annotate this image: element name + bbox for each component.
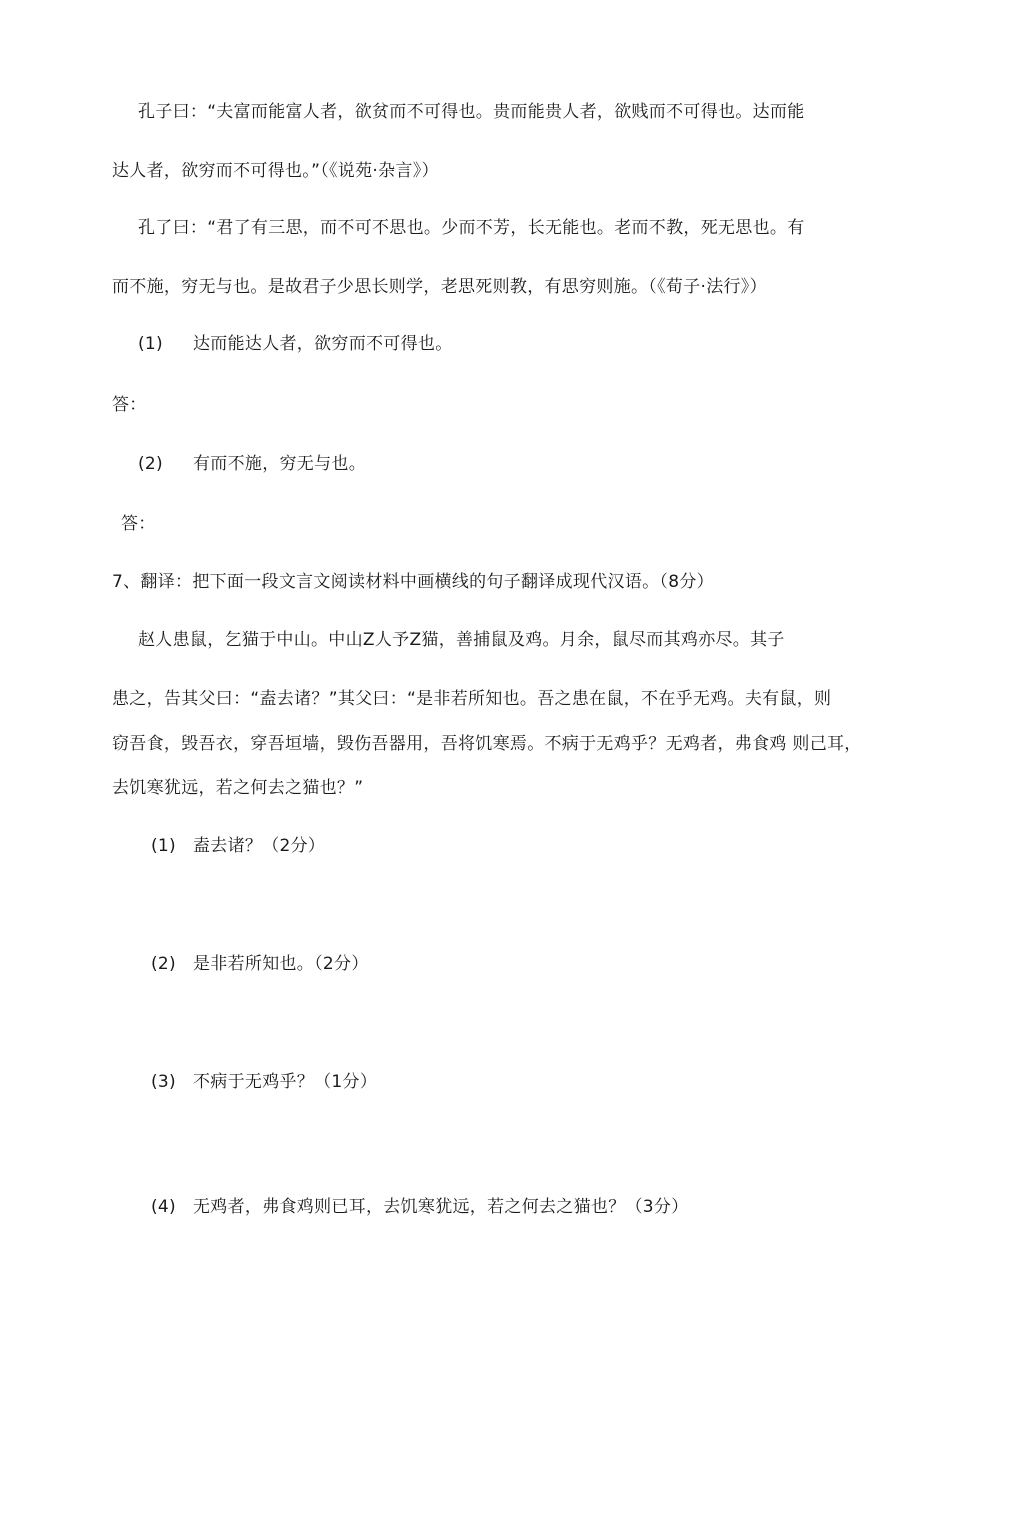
- passage2-line1: 孔了曰：“君了有三思，而不可不思也。少而不芳，长无能也。老而不教，死无思也。有: [138, 218, 805, 238]
- passage-line: 窃吾食，毁吾衣，穿吾垣墙，毁伤吾器用，吾将饥寒焉。不病于无鸡乎？无鸡者，弗食鸡 则己耳，: [112, 734, 862, 754]
- item-number: (2): [151, 954, 176, 974]
- answer-label: 答：: [121, 514, 156, 534]
- passage2-line2: 而不施，穷无与也。是故君子少思长则学，老思死则教，有思穷则施。（《荀子·法行》）: [112, 277, 767, 297]
- question-7-heading: 7、翻译：把下面一段文言文阅读材料中画横线的句子翻译成现代汉语。（8分）: [112, 572, 714, 592]
- passage1-line2: 达人者，欲穷而不可得也。”（《说苑·杂言》）: [112, 161, 439, 181]
- item-text: 盍去诸？（2分）: [193, 836, 326, 856]
- passage-line: 去饥寒犹远，若之何去之猫也？”: [112, 778, 364, 798]
- item-text: 不病于无鸡乎？（1分）: [193, 1072, 378, 1092]
- answer-label: 答：: [112, 395, 147, 415]
- item-text: 达而能达人者，欲穷而不可得也。: [193, 334, 453, 354]
- passage-line: 患之，告其父曰：“盍去诸？”其父曰：“是非若所知也。吾之患在鼠，不在乎无鸡。夫有鼠，则: [112, 689, 832, 709]
- item-text: 是非若所知也。（2分）: [193, 954, 369, 974]
- passage-line: 赵人患鼠，乞猫于中山。中山Z人予Z猫，善捕鼠及鸡。月余，鼠尽而其鸡亦尽。其子: [138, 630, 785, 650]
- item-number: (1): [138, 334, 163, 354]
- item-number: (2): [138, 454, 163, 474]
- item-number: (4): [151, 1197, 176, 1217]
- item-number: (3): [151, 1072, 176, 1092]
- item-number: (1): [151, 836, 176, 856]
- item-text: 无鸡者，弗食鸡则已耳，去饥寒犹远，若之何去之猫也？（3分）: [193, 1197, 689, 1217]
- item-text: 有而不施，穷无与也。: [193, 454, 366, 474]
- passage1-line1: 孔子曰：“夫富而能富人者，欲贫而不可得也。贵而能贵人者，欲贱而不可得也。达而能: [138, 102, 805, 122]
